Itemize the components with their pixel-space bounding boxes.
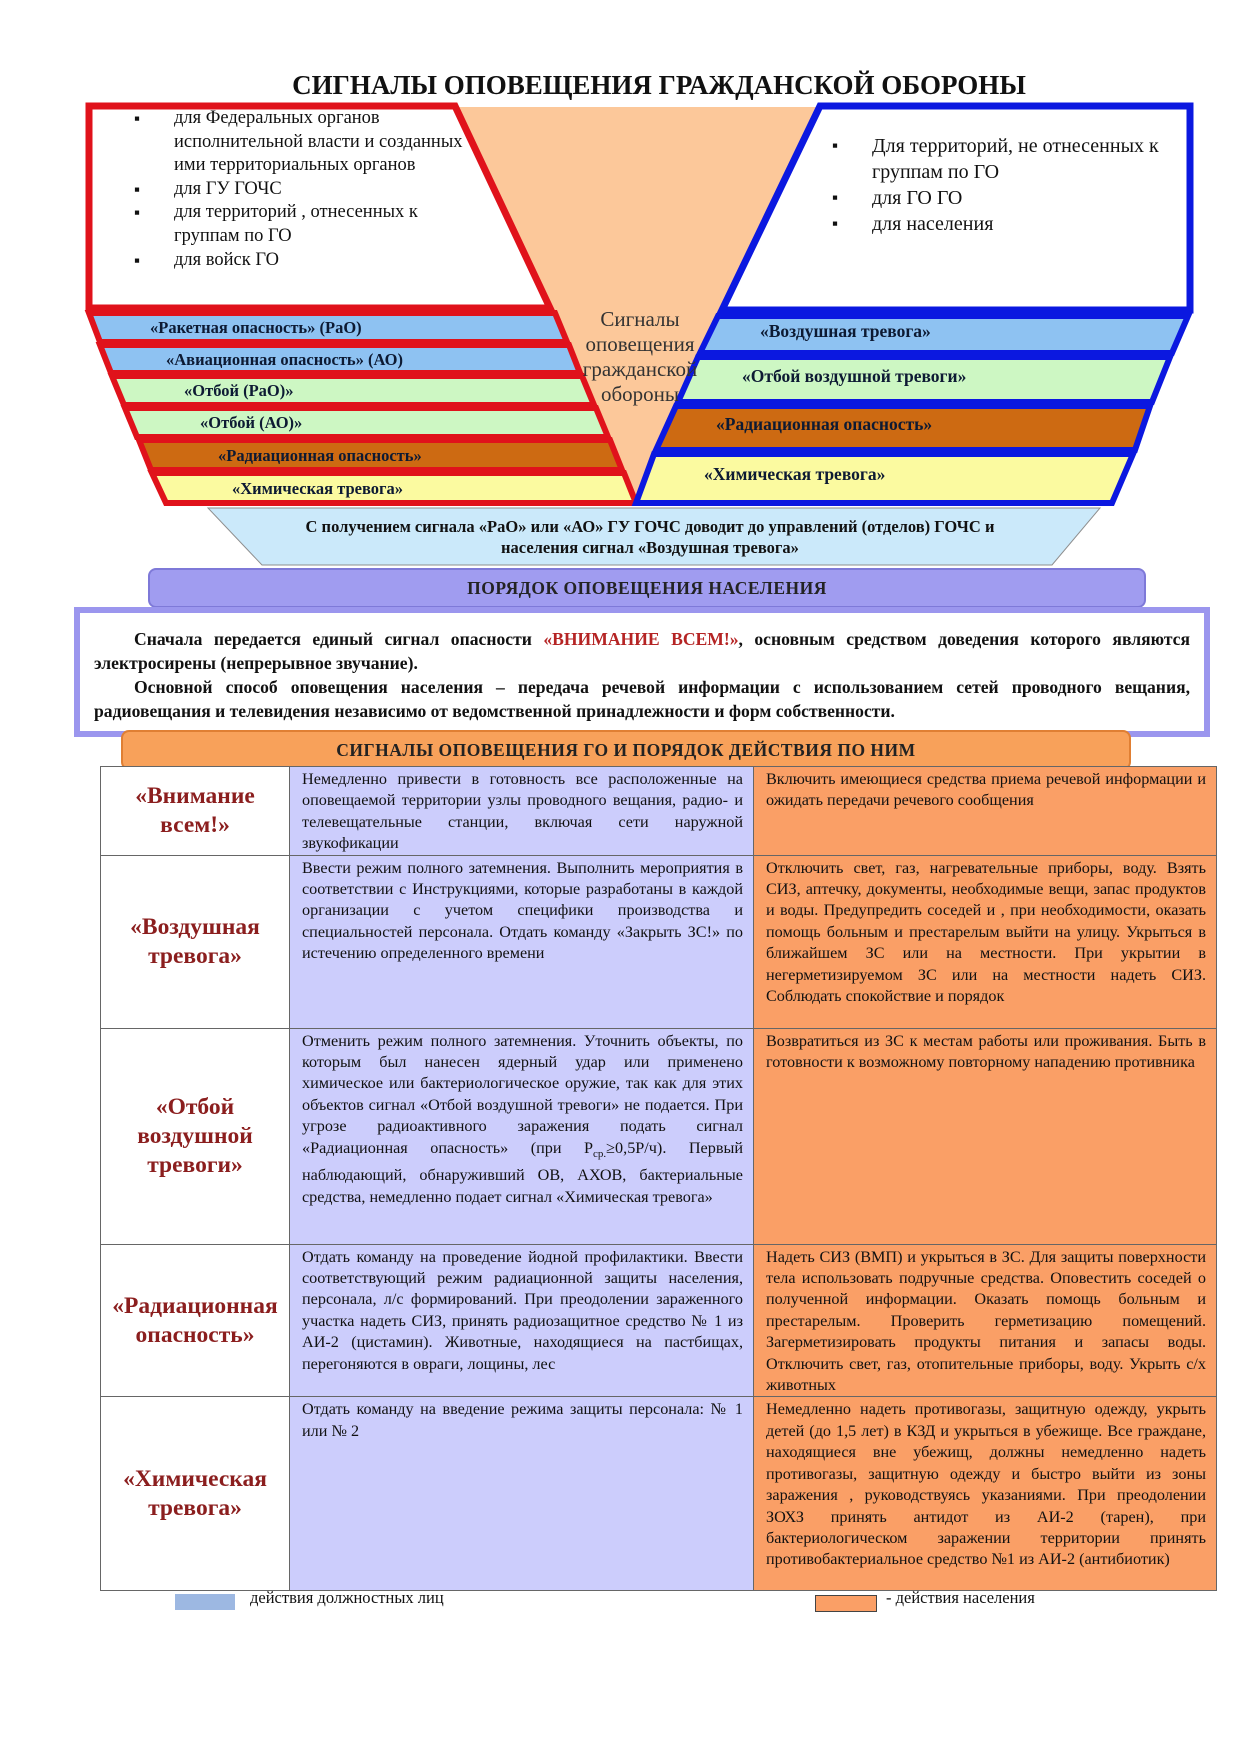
officials-action: Немедленно привести в готовность все расположенные на оповещаемой территории узлы проводного вещания, радио- и телевещательные станции, включая сети наружной звукофикации [290, 767, 754, 856]
center-label: Сигналы оповещения гражданской обороны [582, 307, 698, 406]
officials-action: Отдать команду на введение режима защиты персонала: № 1 или № 2 [290, 1397, 754, 1591]
right-signal-label: «Отбой воздушной тревоги» [742, 366, 967, 386]
order-box [74, 607, 1210, 737]
order-p1-text: Сначала передается единый сигнал опасности [134, 629, 544, 649]
left-recipient-item: ▪ для территорий , отнесенных к группам по ГО [134, 201, 464, 248]
order-paragraph-1 [80, 627, 1204, 675]
right-recipient-item: ▪ Для территорий, не отнесенных к группам по ГО [832, 133, 1162, 185]
population-action: Немедленно надеть противогазы, защитную одежду, укрыть детей (до 1,5 лет) в КЗД и укрыться в убежище. Все граждане, находящиеся вне убежищ, должны немедленно надеть противогазы, защитную одежду и быстро выйти из зоны заражения , руководствуясь указаниями. При преодолении ЗОХЗ принять антидот из АИ-2 (тарен), при бактериологическом заражении территории принять противобактериальное средство №1 из АИ-2 (антибиотик) [754, 1397, 1217, 1591]
page-title: СИГНАЛЫ ОПОВЕЩЕНИЯ ГРАЖДАНСКОЙ ОБОРОНЫ [292, 70, 1026, 100]
order-header: ПОРЯДОК ОПОВЕЩЕНИЯ НАСЕЛЕНИЯ [148, 568, 1146, 608]
officials-action [290, 1028, 754, 1244]
officials-action: Ввести режим полного затемнения. Выполнить мероприятия в соответствии с Инструкциями, которые разработаны в каждой организации с учетом специфики производства и специальностей персонала. Отдать команду «Закрыть ЗС!» по истечению определенного времени [290, 855, 754, 1028]
signal-name: «Воздушная тревога» [101, 855, 290, 1028]
actions-table [100, 766, 1217, 1591]
left-signal-label: «Отбой (АО)» [200, 413, 303, 432]
population-action: Надеть СИЗ (ВМП) и укрыться в ЗС. Для защиты поверхности тела использовать подручные средства. Оповестить соседей о полученной информации. Оказать помощь больным и престарелым. Проверить герметизацию помещений. Загерметизировать продукты питания и запасы воды. Отключить свет, газ, отопительные приборы, воду. Укрыть с/х животных [754, 1244, 1217, 1397]
left-recipient-item: ▪ для Федеральных органов исполнительной власти и созданных ими территориальных органов [134, 107, 464, 178]
left-band-4 [125, 408, 608, 437]
right-signal-label: «Воздушная тревога» [760, 321, 931, 341]
left-recipients-list [134, 107, 464, 272]
left-signal-label: «Химическая тревога» [232, 479, 403, 498]
legend-officials-swatch [175, 1594, 235, 1610]
left-bands [89, 313, 636, 503]
left-signal-label: «Авиационная опасность» (АО) [166, 350, 403, 369]
attention-all-highlight: «ВНИМАНИЕ ВСЕМ!» [543, 629, 739, 649]
right-signal-label: «Химическая тревога» [704, 464, 886, 484]
signal-name: «Внимание всем!» [101, 767, 290, 856]
table-row [101, 1028, 1217, 1244]
table-row [101, 1397, 1217, 1591]
right-recipient-item: ▪ для ГО ГО [832, 185, 1162, 211]
left-recipient-item: ▪ для войск ГО [134, 249, 464, 273]
left-recipient-item: ▪ для ГУ ГОЧС [134, 178, 464, 202]
officials-action-part: ≥0,5Р/ч). Первый наблюдающий, обнаруживший ОВ, АХОВ, бактериальные средства, немедленно подает сигнал «Химическая тревога» [302, 1138, 744, 1206]
left-signal-label: «Радиационная опасность» [218, 446, 422, 465]
right-recipient-item: ▪ для населения [832, 211, 1162, 237]
population-action: Включить имеющиеся средства приема речевой информации и ожидать передачи речевого сообщения [754, 767, 1217, 856]
officials-action-part: Отменить режим полного затемнения. Уточнить объекты, по которым был нанесен ядерный удар или применено химическое или бактериологическое оружие, так как для этих объектов сигнал «Отбой воздушной тревоги» не подается. При угрозе радиоактивного заражения подать сигнал «Радиационная опасность» (при Р [302, 1031, 743, 1157]
order-p1-text-end: , основным средством доведения которого являются электросирены (непрерывное звучание). [94, 629, 1191, 673]
legend-officials-label: действия должностных лиц [250, 1588, 444, 1607]
actions-header: СИГНАЛЫ ОПОВЕЩЕНИЯ ГО И ПОРЯДОК ДЕЙСТВИЯ ПО НИМ [121, 730, 1131, 770]
right-recipients-list [832, 133, 1162, 237]
table-row [101, 767, 1217, 856]
funnel-text: С получением сигнала «РаО» или «АО» ГУ ГОЧС доводит до управлений (отделов) ГОЧС и населения сигнал «Воздушная тревога» [305, 517, 995, 557]
table-row [101, 1244, 1217, 1397]
right-signal-label: «Радиационная опасность» [716, 414, 933, 434]
table-row [101, 855, 1217, 1028]
legend-population-label: - действия населения [886, 1588, 1035, 1607]
left-signal-label: «Ракетная опасность» (РаО) [150, 318, 362, 337]
officials-action: Отдать команду на проведение йодной профилактики. Ввести соответствующий режим радиационной защиты населения, персонала, л/с формирований. При преодолении зараженного участка надеть СИЗ, принять радиозащитное средство № 1 из АИ-2 (цистамин). Животные, находящиеся на пастбищах, перегоняются в овраги, лощины, лес [290, 1244, 754, 1397]
signal-name: «Отбой воздушной тревоги» [101, 1028, 290, 1244]
left-signal-label: «Отбой (РаО)» [184, 381, 294, 400]
legend-population-swatch [815, 1595, 877, 1612]
population-action: Отключить свет, газ, нагревательные приборы, воду. Взять СИЗ, аптечку, документы, необходимые вещи, запас продуктов и воды. Предупредить соседей и , при необходимости, оказать помощь больным и престарелым выйти на улицу. Укрыться в ближайшем ЗС или на местности. При укрытии в негерметизируемом ЗС или на местности надеть СИЗ. Соблюдать спокойствие и порядок [754, 855, 1217, 1028]
signal-name: «Химическая тревога» [101, 1397, 290, 1591]
population-action: Возвратиться из ЗС к местам работы или проживания. Быть в готовности к возможному повторному нападению противника [754, 1028, 1217, 1244]
officials-action-subscript: ср. [593, 1147, 607, 1160]
order-paragraph-2: Основной способ оповещения населения – передача речевой информации с использованием сетей проводного вещания, радиовещания и телевидения независимо от ведомственной принадлежности и форм собственности. [94, 677, 1190, 721]
signal-name: «Радиационная опасность» [101, 1244, 290, 1397]
